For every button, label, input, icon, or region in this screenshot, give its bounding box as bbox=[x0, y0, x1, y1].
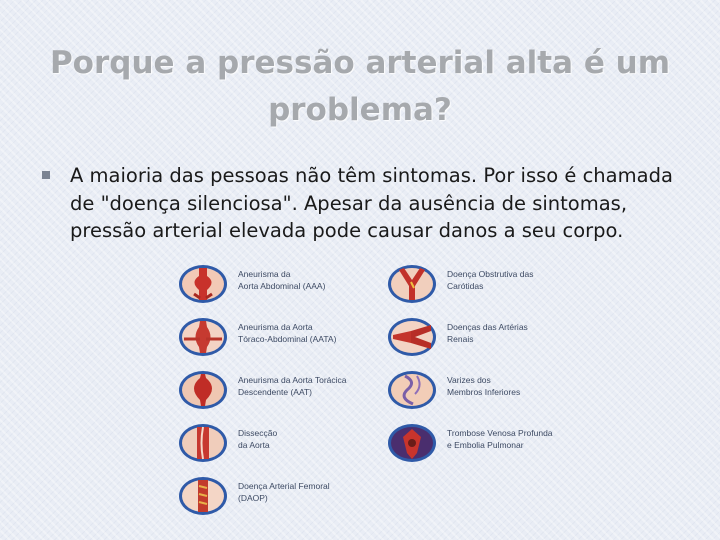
square-bullet-icon bbox=[42, 171, 50, 179]
figure-label: Aneurisma da Aorta Abdominal (AAA) bbox=[238, 269, 326, 291]
figure-label: Doença Obstrutiva das Carótidas bbox=[447, 269, 534, 291]
renal-artery-disease-icon bbox=[387, 317, 437, 357]
varicose-veins-icon bbox=[387, 370, 437, 410]
slide-title: Porque a pressão arterial alta é um problema? bbox=[49, 45, 671, 128]
deep-vein-thrombosis-icon bbox=[387, 423, 437, 463]
thoracic-aneurysm-icon bbox=[178, 370, 228, 410]
figure-label: Aneurisma da Aorta Tóraco-Abdominal (AATA) bbox=[238, 322, 337, 344]
abdominal-aortic-aneurysm-icon bbox=[178, 264, 228, 304]
bullet-text: A maioria das pessoas não têm sintomas. Por isso é chamada de "doença silenciosa". Apesar da ausência de sintomas, pressão arterial elevada pode causar danos a seu corpo. bbox=[70, 164, 673, 242]
carotid-disease-icon bbox=[387, 264, 437, 304]
figure-label: Dissecção da Aorta bbox=[238, 428, 278, 450]
figure-label: Doença Arterial Femoral (DAOP) bbox=[238, 481, 330, 503]
thoracoabdominal-aneurysm-icon bbox=[178, 317, 228, 357]
figure-label: Aneurisma da Aorta Torácica Descendente (AAT) bbox=[238, 375, 347, 397]
femoral-artery-disease-icon bbox=[178, 476, 228, 516]
figure-label: Varizes dos Membros Inferiores bbox=[447, 375, 521, 397]
vascular-diseases-figure bbox=[172, 258, 592, 520]
figure-label: Doenças das Artérias Renais bbox=[447, 322, 528, 344]
aortic-dissection-icon bbox=[178, 423, 228, 463]
figure-label: Trombose Venosa Profunda e Embolia Pulmonar bbox=[447, 428, 553, 450]
